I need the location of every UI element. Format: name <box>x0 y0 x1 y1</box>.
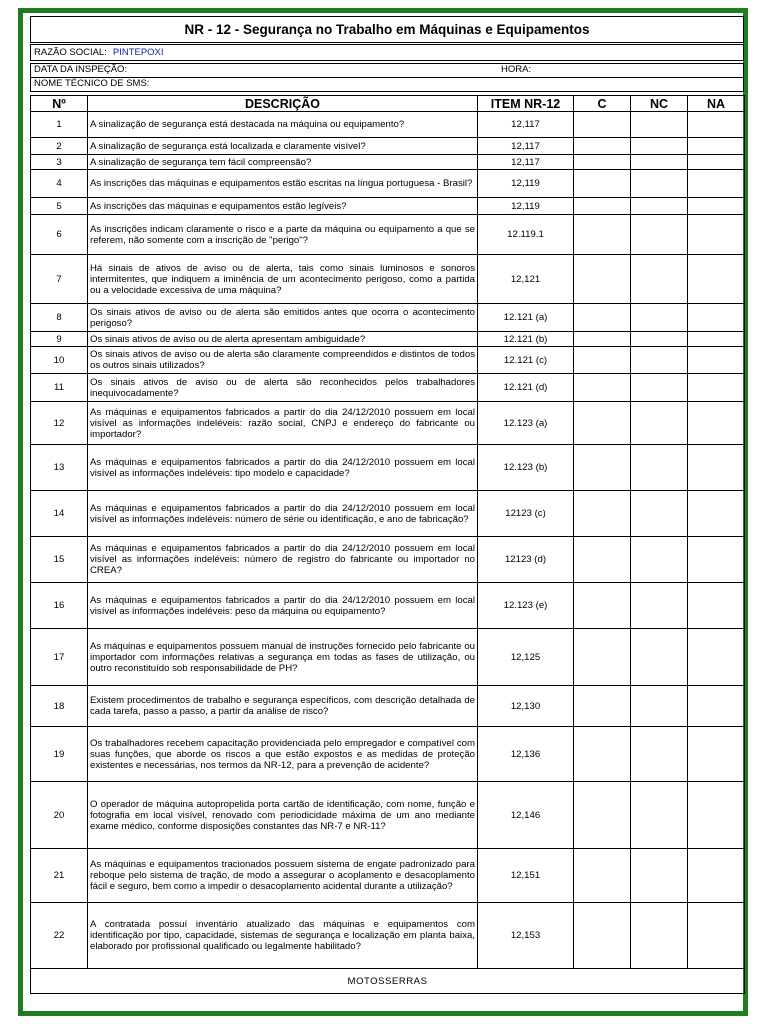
row-nr12-item: 12.121 (b) <box>478 332 574 347</box>
row-number: 10 <box>31 347 88 374</box>
row-check-nc[interactable] <box>631 445 688 491</box>
row-check-nc[interactable] <box>631 537 688 583</box>
row-check-na[interactable] <box>688 138 745 155</box>
nome-tecnico-label: NOME TÉCNICO DE SMS: <box>34 78 150 89</box>
row-description: As inscrições das máquinas e equipamentos estão legíveis? <box>88 198 478 215</box>
row-check-c[interactable] <box>574 304 631 332</box>
row-description: As máquinas e equipamentos fabricados a partir do dia 24/12/2010 possuem em local visível as informações indeléveis: razão social, CNPJ e endereço do fabricante ou importador? <box>88 402 478 445</box>
row-nr12-item: 12,117 <box>478 112 574 138</box>
razao-social-row <box>30 44 744 61</box>
col-header-nc: NC <box>631 96 688 112</box>
row-number: 12 <box>31 402 88 445</box>
row-check-c[interactable] <box>574 138 631 155</box>
row-check-nc[interactable] <box>631 170 688 198</box>
row-nr12-item: 12,121 <box>478 255 574 304</box>
row-check-c[interactable] <box>574 727 631 782</box>
row-check-na[interactable] <box>688 583 745 629</box>
row-number: 20 <box>31 782 88 849</box>
col-header-item: ITEM NR-12 <box>478 96 574 112</box>
row-nr12-item: 12.123 (b) <box>478 445 574 491</box>
table-row <box>31 332 745 347</box>
table-row <box>31 686 745 727</box>
table-row <box>31 215 745 255</box>
row-check-nc[interactable] <box>631 332 688 347</box>
col-header-na: NA <box>688 96 745 112</box>
row-number: 7 <box>31 255 88 304</box>
row-check-nc[interactable] <box>631 782 688 849</box>
row-description: Os sinais ativos de aviso ou de alerta são reconhecidos pelos trabalhadores inequivocadamente? <box>88 374 478 402</box>
row-check-na[interactable] <box>688 445 745 491</box>
row-check-c[interactable] <box>574 170 631 198</box>
row-nr12-item: 12.119.1 <box>478 215 574 255</box>
row-description: Os trabalhadores recebem capacitação providenciada pelo empregador e compatível com suas funções, que aborde os riscos a que estão expostos e as medidas de proteção existentes e necessárias, nos termos da NR-12, para a prevenção de acidente? <box>88 727 478 782</box>
row-nr12-item: 12,153 <box>478 903 574 969</box>
row-check-na[interactable] <box>688 686 745 727</box>
row-check-c[interactable] <box>574 537 631 583</box>
row-check-nc[interactable] <box>631 402 688 445</box>
row-check-na[interactable] <box>688 198 745 215</box>
row-check-c[interactable] <box>574 445 631 491</box>
page-title: NR - 12 - Segurança no Trabalho em Máquinas e Equipamentos <box>30 16 744 43</box>
row-check-nc[interactable] <box>631 583 688 629</box>
row-nr12-item: 12,125 <box>478 629 574 686</box>
table-row <box>31 583 745 629</box>
row-check-na[interactable] <box>688 155 745 170</box>
row-number: 1 <box>31 112 88 138</box>
row-check-c[interactable] <box>574 374 631 402</box>
row-check-na[interactable] <box>688 629 745 686</box>
row-check-nc[interactable] <box>631 629 688 686</box>
row-nr12-item: 12123 (c) <box>478 491 574 537</box>
table-row <box>31 138 745 155</box>
row-check-na[interactable] <box>688 491 745 537</box>
checklist-table <box>30 95 745 994</box>
row-check-c[interactable] <box>574 583 631 629</box>
row-check-na[interactable] <box>688 374 745 402</box>
section-footer-label: MOTOSSERRAS <box>31 969 745 994</box>
row-check-na[interactable] <box>688 215 745 255</box>
table-row <box>31 782 745 849</box>
row-check-nc[interactable] <box>631 215 688 255</box>
row-check-na[interactable] <box>688 332 745 347</box>
row-description: As máquinas e equipamentos possuem manual de instruções fornecido pelo fabricante ou importador com informações relativas a segurança em todas as fases de utilização, ou outro reconstituído sob responsabilidade de PH? <box>88 629 478 686</box>
row-check-na[interactable] <box>688 255 745 304</box>
row-number: 3 <box>31 155 88 170</box>
col-header-num: Nº <box>31 96 88 112</box>
row-check-c[interactable] <box>574 255 631 304</box>
table-row <box>31 155 745 170</box>
row-check-na[interactable] <box>688 112 745 138</box>
table-row <box>31 304 745 332</box>
row-check-na[interactable] <box>688 537 745 583</box>
row-number: 16 <box>31 583 88 629</box>
row-check-nc[interactable] <box>631 138 688 155</box>
row-check-na[interactable] <box>688 402 745 445</box>
row-check-c[interactable] <box>574 903 631 969</box>
row-number: 17 <box>31 629 88 686</box>
razao-social-label: RAZÃO SOCIAL: <box>34 47 107 58</box>
footer-row <box>31 969 745 994</box>
row-nr12-item: 12.121 (d) <box>478 374 574 402</box>
row-nr12-item: 12,117 <box>478 155 574 170</box>
row-check-c[interactable] <box>574 629 631 686</box>
row-check-nc[interactable] <box>631 347 688 374</box>
row-nr12-item: 12,130 <box>478 686 574 727</box>
row-description: A sinalização de segurança está destacada na máquina ou equipamento? <box>88 112 478 138</box>
row-check-na[interactable] <box>688 347 745 374</box>
row-number: 22 <box>31 903 88 969</box>
row-check-na[interactable] <box>688 727 745 782</box>
table-row <box>31 374 745 402</box>
row-nr12-item: 12,119 <box>478 198 574 215</box>
row-number: 9 <box>31 332 88 347</box>
row-description: As máquinas e equipamentos tracionados possuem sistema de engate padronizado para reboque pelo sistema de tração, de modo a assegurar o acoplamento e desacoplamento fácil e seguro, bem como a impedir o desacoplamento acidental durante a utilização? <box>88 849 478 903</box>
row-check-nc[interactable] <box>631 727 688 782</box>
row-check-nc[interactable] <box>631 491 688 537</box>
row-check-c[interactable] <box>574 782 631 849</box>
row-number: 2 <box>31 138 88 155</box>
row-check-c[interactable] <box>574 402 631 445</box>
checklist-frame <box>18 8 748 1016</box>
row-description: Há sinais de ativos de aviso ou de alerta, tais como sinais luminosos e sonoros intermitentes, que indiquem a iminência de um acontecimento perigoso, como a partida ou a velocidade excessiva de uma máquina? <box>88 255 478 304</box>
row-description: Os sinais ativos de aviso ou de alerta são emitidos antes que ocorra o acontecimento perigoso? <box>88 304 478 332</box>
row-nr12-item: 12,119 <box>478 170 574 198</box>
row-nr12-item: 12,146 <box>478 782 574 849</box>
row-check-nc[interactable] <box>631 112 688 138</box>
row-description: A sinalização de segurança está localizada e claramente visível? <box>88 138 478 155</box>
row-check-nc[interactable] <box>631 155 688 170</box>
row-number: 13 <box>31 445 88 491</box>
checklist-body <box>31 112 745 969</box>
row-description: As máquinas e equipamentos fabricados a partir do dia 24/12/2010 possuem em local visível as informações indeléveis: peso da máquina ou equipamento? <box>88 583 478 629</box>
row-check-na[interactable] <box>688 903 745 969</box>
row-check-c[interactable] <box>574 491 631 537</box>
row-check-nc[interactable] <box>631 686 688 727</box>
row-description: Existem procedimentos de trabalho e segurança específicos, com descrição detalhada de cada tarefa, passo a passo, a partir da análise de risco? <box>88 686 478 727</box>
row-check-c[interactable] <box>574 155 631 170</box>
row-description: A contratada possuí inventário atualizado das máquinas e equipamentos com identificação por tipo, capacidade, sistemas de segurança e localização em planta baixa, elaborado por profissional qualificado ou legalmente habilitado? <box>88 903 478 969</box>
row-check-c[interactable] <box>574 112 631 138</box>
row-check-nc[interactable] <box>631 849 688 903</box>
row-check-nc[interactable] <box>631 255 688 304</box>
hora-label: HORA: <box>501 64 532 75</box>
row-description: Os sinais ativos de aviso ou de alerta apresentam ambiguidade? <box>88 332 478 347</box>
row-check-c[interactable] <box>574 332 631 347</box>
row-description: O operador de máquina autopropelida porta cartão de identificação, com nome, função e fotografia em local visível, renovado com periodicidade máxima de um ano mediante exame médico, conforme disposições constantes das NR-7 e NR-11? <box>88 782 478 849</box>
table-row <box>31 112 745 138</box>
row-description: As máquinas e equipamentos fabricados a partir do dia 24/12/2010 possuem em local visível as informações indeléveis: número de registro do fabricante ou importador no CREA? <box>88 537 478 583</box>
table-row <box>31 629 745 686</box>
row-nr12-item: 12.123 (a) <box>478 402 574 445</box>
col-header-descricao: DESCRIÇÃO <box>88 96 478 112</box>
row-nr12-item: 12,151 <box>478 849 574 903</box>
row-description: As máquinas e equipamentos fabricados a partir do dia 24/12/2010 possuem em local visível as informações indeléveis: número de série ou identificação, e ano de fabricação? <box>88 491 478 537</box>
table-row <box>31 491 745 537</box>
row-number: 14 <box>31 491 88 537</box>
row-number: 4 <box>31 170 88 198</box>
row-check-nc[interactable] <box>631 304 688 332</box>
row-check-na[interactable] <box>688 849 745 903</box>
row-check-nc[interactable] <box>631 198 688 215</box>
table-row <box>31 903 745 969</box>
row-check-nc[interactable] <box>631 374 688 402</box>
row-number: 21 <box>31 849 88 903</box>
row-nr12-item: 12.123 (e) <box>478 583 574 629</box>
row-number: 15 <box>31 537 88 583</box>
row-check-c[interactable] <box>574 198 631 215</box>
row-nr12-item: 12123 (d) <box>478 537 574 583</box>
table-row <box>31 849 745 903</box>
row-check-na[interactable] <box>688 170 745 198</box>
row-description: As inscrições indicam claramente o risco e a parte da máquina ou equipamento a que se referem, não somente com a inscrição de "perigo"? <box>88 215 478 255</box>
row-description: As máquinas e equipamentos fabricados a partir do dia 24/12/2010 possuem em local visível as informações indeléveis: tipo modelo e capacidade? <box>88 445 478 491</box>
nome-tecnico-row <box>30 77 744 92</box>
table-row <box>31 537 745 583</box>
col-header-c: C <box>574 96 631 112</box>
row-number: 19 <box>31 727 88 782</box>
row-description: Os sinais ativos de aviso ou de alerta são claramente compreendidos e distintos de todos os outros sinais utilizados? <box>88 347 478 374</box>
row-number: 6 <box>31 215 88 255</box>
row-number: 8 <box>31 304 88 332</box>
row-nr12-item: 12.121 (c) <box>478 347 574 374</box>
row-nr12-item: 12,136 <box>478 727 574 782</box>
table-row <box>31 727 745 782</box>
row-description: As inscrições das máquinas e equipamentos estão escritas na língua portuguesa - Brasil? <box>88 170 478 198</box>
row-check-na[interactable] <box>688 304 745 332</box>
row-nr12-item: 12,117 <box>478 138 574 155</box>
table-row <box>31 445 745 491</box>
table-row <box>31 255 745 304</box>
row-check-na[interactable] <box>688 782 745 849</box>
data-inspecao-row <box>30 63 744 77</box>
row-check-c[interactable] <box>574 686 631 727</box>
data-inspecao-label: DATA DA INSPEÇÃO: <box>34 64 128 75</box>
razao-social-value[interactable]: PINTEPOXI <box>112 47 164 58</box>
table-row <box>31 170 745 198</box>
table-row <box>31 198 745 215</box>
table-row <box>31 402 745 445</box>
row-nr12-item: 12.121 (a) <box>478 304 574 332</box>
row-description: A sinalização de segurança tem fácil compreensão? <box>88 155 478 170</box>
row-check-c[interactable] <box>574 849 631 903</box>
row-number: 18 <box>31 686 88 727</box>
table-row <box>31 347 745 374</box>
row-number: 11 <box>31 374 88 402</box>
row-check-c[interactable] <box>574 347 631 374</box>
row-check-nc[interactable] <box>631 903 688 969</box>
row-number: 5 <box>31 198 88 215</box>
table-header-row <box>31 96 745 112</box>
row-check-c[interactable] <box>574 215 631 255</box>
